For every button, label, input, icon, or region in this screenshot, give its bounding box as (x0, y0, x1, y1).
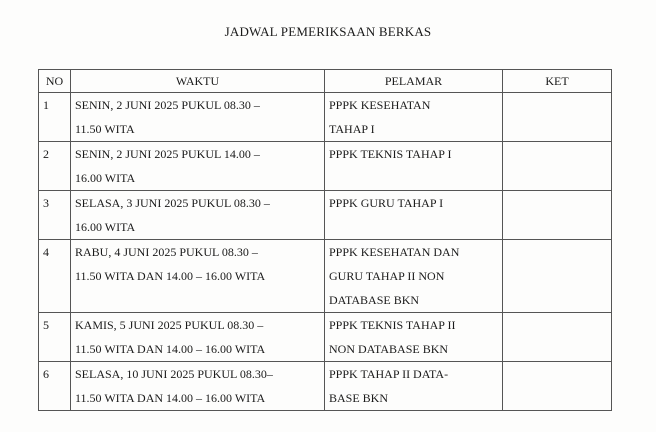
row-number: 5 (39, 313, 71, 362)
row-number: 3 (39, 191, 71, 240)
row-number: 1 (39, 93, 71, 142)
waktu-cell (71, 362, 325, 411)
pelamar-line: PPPK KESEHATAN DAN (329, 245, 460, 259)
table-row (39, 142, 612, 191)
header-no: NO (39, 70, 71, 93)
row-number: 4 (39, 240, 71, 313)
row-number: 6 (39, 362, 71, 411)
document-title: JADWAL PEMERIKSAAN BERKAS (224, 24, 432, 39)
row-number: 2 (39, 142, 71, 191)
pelamar-line: NON DATABASE BKN (329, 342, 449, 356)
waktu-line: 16.00 WITA (75, 171, 136, 185)
table-header-row (39, 70, 612, 93)
pelamar-cell (325, 142, 503, 191)
table-row (39, 240, 612, 313)
waktu-cell (71, 142, 325, 191)
pelamar-cell (325, 362, 503, 411)
table-row (39, 313, 612, 362)
pelamar-line: PPPK TEKNIS TAHAP I (329, 147, 452, 161)
header-waktu: WAKTU (71, 70, 325, 93)
waktu-line: 11.50 WITA DAN 14.00 – 16.00 WITA (75, 342, 266, 356)
waktu-cell (71, 313, 325, 362)
pelamar-line: GURU TAHAP II NON (329, 269, 445, 283)
waktu-line: SENIN, 2 JUNI 2025 PUKUL 08.30 – (75, 98, 260, 112)
ket-cell (503, 93, 612, 142)
waktu-line: 11.50 WITA DAN 14.00 – 16.00 WITA (75, 269, 266, 283)
pelamar-line: PPPK TAHAP II DATA- (329, 367, 449, 381)
table-row (39, 191, 612, 240)
pelamar-line: DATABASE BKN (329, 293, 420, 307)
waktu-cell (71, 191, 325, 240)
pelamar-cell (325, 93, 503, 142)
pelamar-line: BASE BKN (329, 391, 389, 405)
waktu-line: RABU, 4 JUNI 2025 PUKUL 08.30 – (75, 245, 258, 259)
pelamar-line: PPPK TEKNIS TAHAP II (329, 318, 456, 332)
ket-cell (503, 240, 612, 313)
table-row (39, 93, 612, 142)
table-row (39, 362, 612, 411)
pelamar-line: TAHAP I (329, 122, 375, 136)
ket-cell (503, 313, 612, 362)
pelamar-line: PPPK KESEHATAN (329, 98, 431, 112)
pelamar-cell (325, 191, 503, 240)
waktu-cell (71, 240, 325, 313)
waktu-cell (71, 93, 325, 142)
header-ket: KET (503, 70, 612, 93)
ket-cell (503, 191, 612, 240)
waktu-line: 11.50 WITA DAN 14.00 – 16.00 WITA (75, 391, 266, 405)
waktu-line: 16.00 WITA (75, 220, 136, 234)
header-pelamar: PELAMAR (325, 70, 503, 93)
waktu-line: 11.50 WITA (75, 122, 135, 136)
waktu-line: KAMIS, 5 JUNI 2025 PUKUL 08.30 – (75, 318, 264, 332)
ket-cell (503, 362, 612, 411)
pelamar-line: PPPK GURU TAHAP I (329, 196, 444, 210)
schedule-table (38, 69, 612, 411)
pelamar-cell (325, 313, 503, 362)
waktu-line: SELASA, 10 JUNI 2025 PUKUL 08.30– (75, 367, 273, 381)
pelamar-cell (325, 240, 503, 313)
waktu-line: SELASA, 3 JUNI 2025 PUKUL 08.30 – (75, 196, 270, 210)
waktu-line: SENIN, 2 JUNI 2025 PUKUL 14.00 – (75, 147, 260, 161)
ket-cell (503, 142, 612, 191)
